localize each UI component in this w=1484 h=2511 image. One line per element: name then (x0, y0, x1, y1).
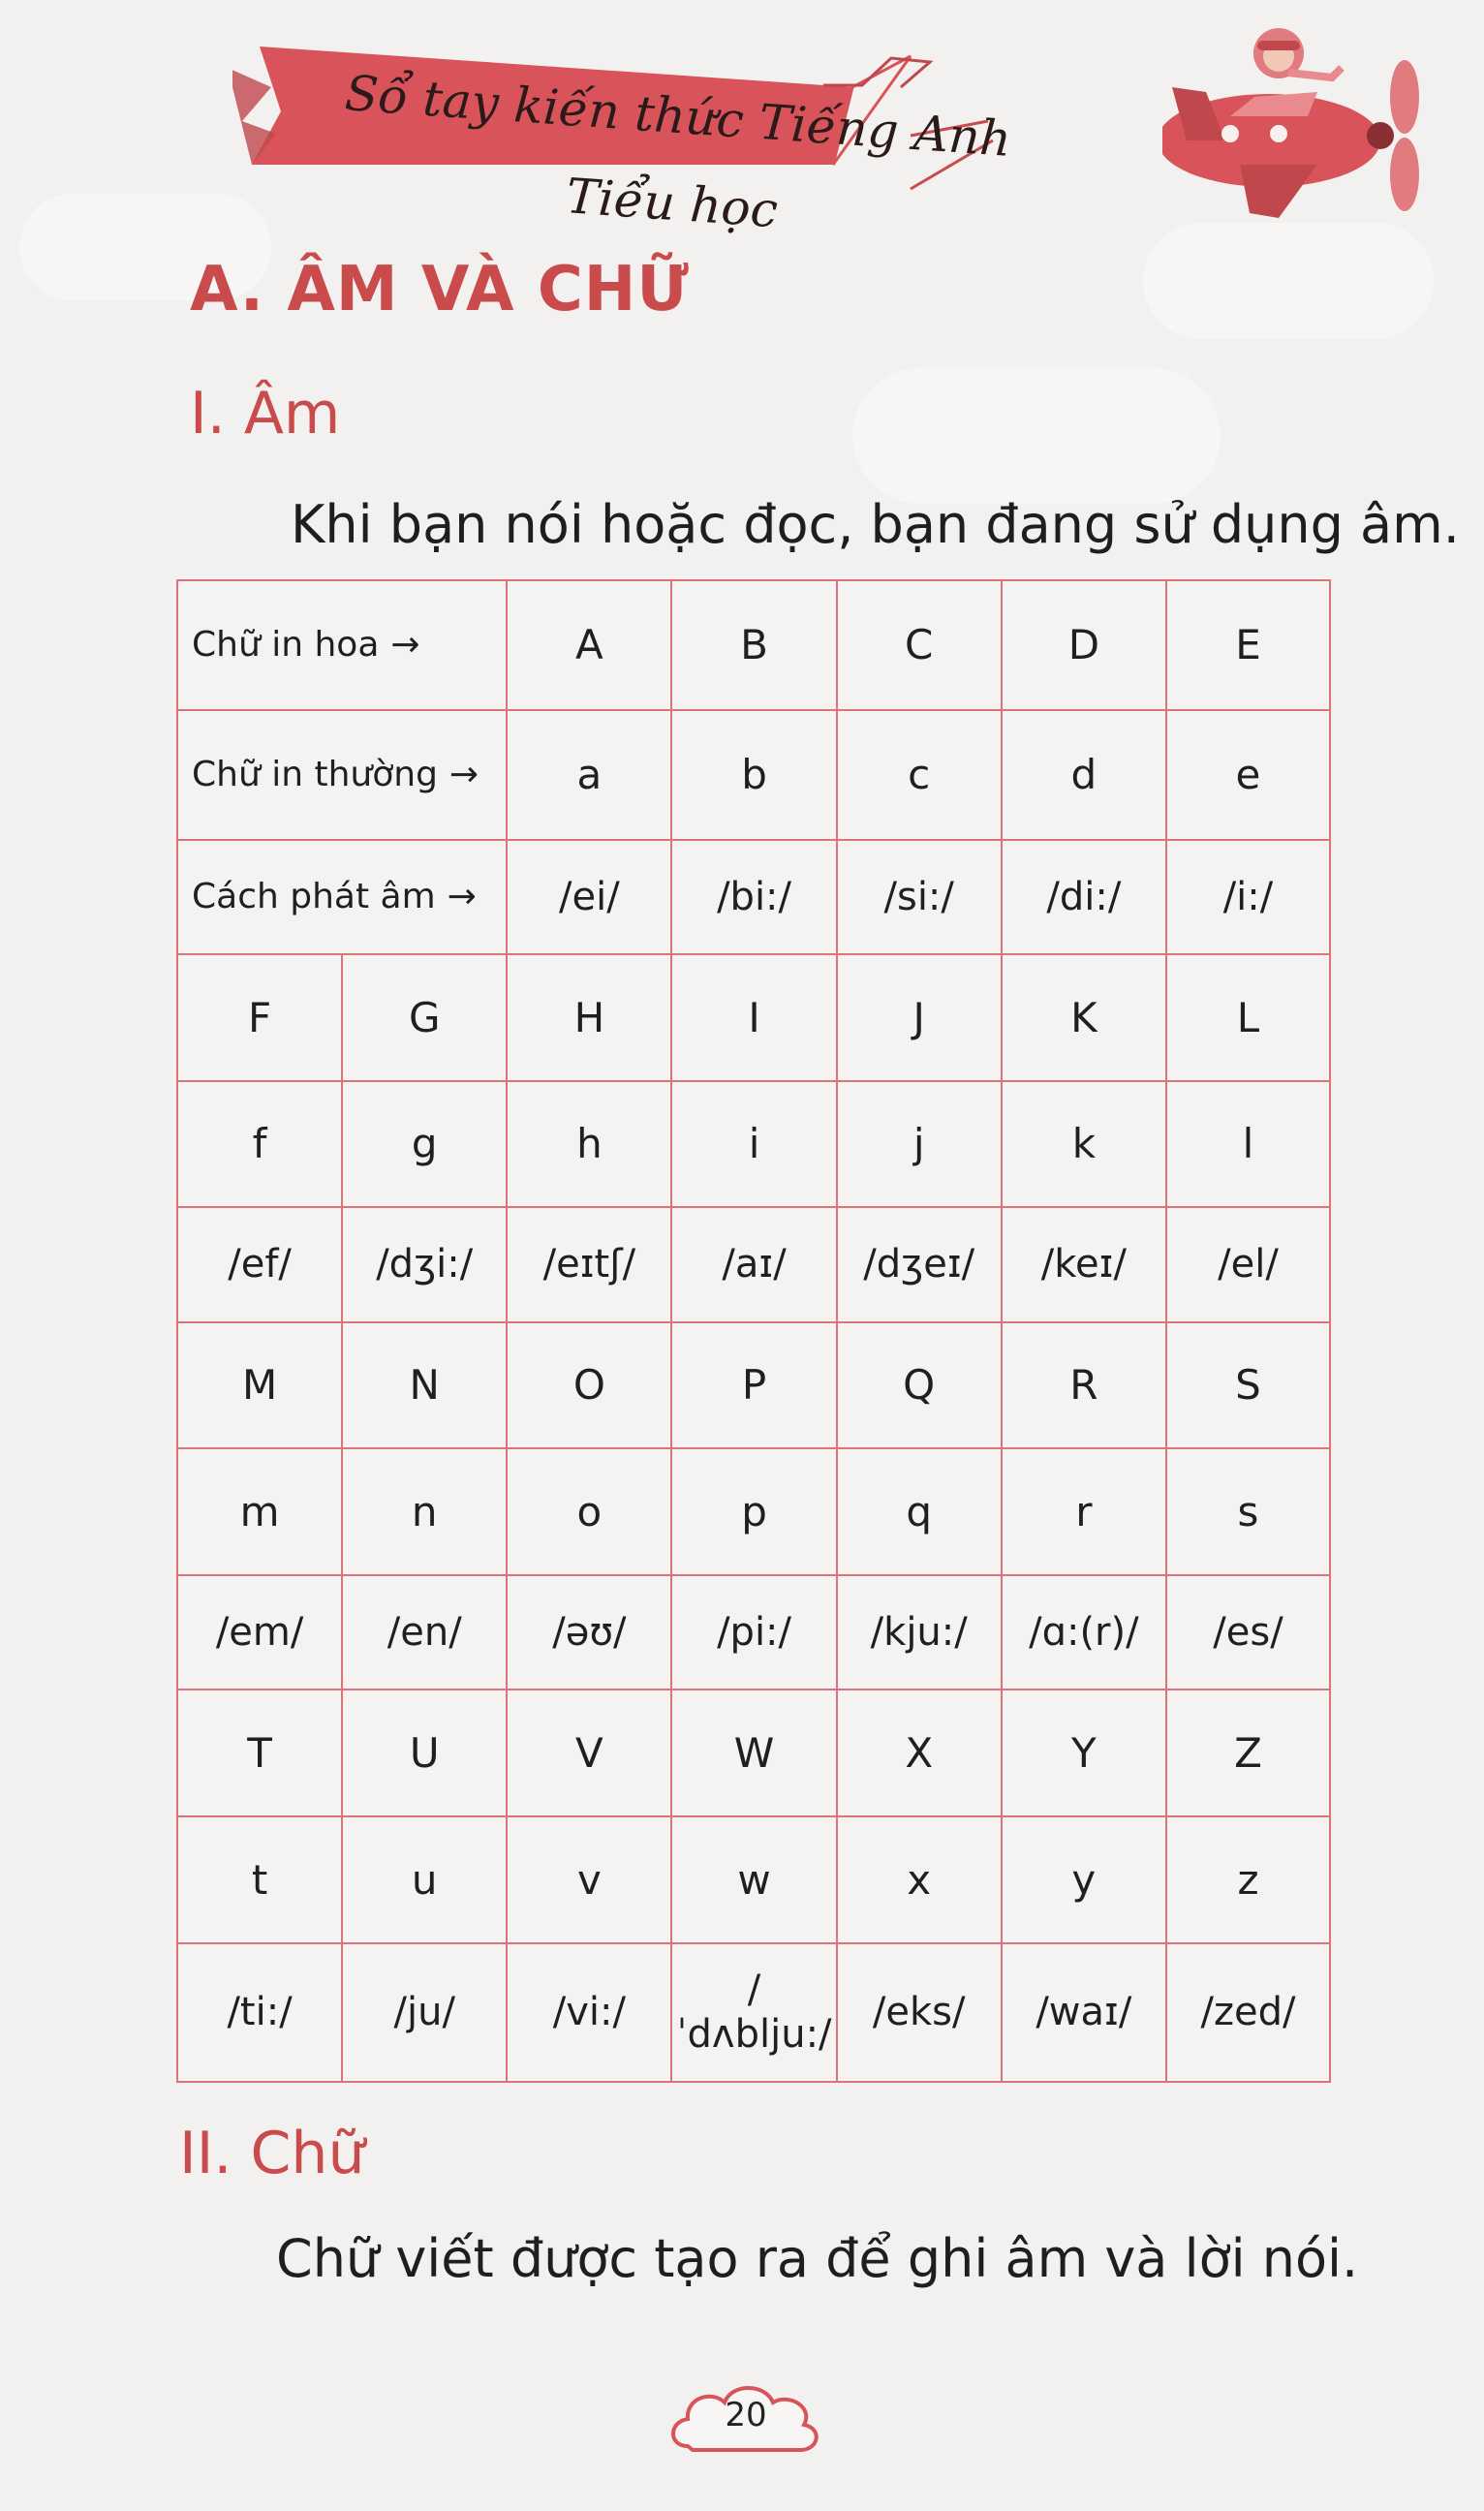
table-cell: k (1002, 1081, 1166, 1208)
table-cell: L (1166, 954, 1330, 1081)
table-cell: /əʊ/ (507, 1575, 671, 1690)
table-row (177, 1690, 1330, 1816)
table-row (177, 1943, 1330, 2082)
table-cell: m (177, 1448, 342, 1575)
row-header-lowercase (177, 710, 507, 840)
table-cell: q (837, 1448, 1002, 1575)
table-cell: y (1002, 1816, 1166, 1943)
table-cell: G (342, 954, 507, 1081)
table-cell: t (177, 1816, 342, 1943)
table-cell: /aɪ/ (671, 1207, 836, 1321)
table-cell: /ɑ:(r)/ (1002, 1575, 1166, 1690)
table-cell: i (671, 1081, 836, 1208)
table-cell: J (837, 954, 1002, 1081)
table-cell: /pi:/ (671, 1575, 836, 1690)
table-cell: B (671, 580, 836, 710)
table-cell: K (1002, 954, 1166, 1081)
table-cell: V (507, 1690, 671, 1816)
part2-title: II. Chữ (179, 2120, 365, 2187)
table-cell: N (342, 1322, 507, 1449)
table-cell: /zed/ (1166, 1943, 1330, 2082)
table-row (177, 1575, 1330, 1690)
part2-text: Chữ viết được tạo ra để ghi âm và lời nói. (276, 2228, 1359, 2289)
table-cell: Z (1166, 1690, 1330, 1816)
table-cell: R (1002, 1322, 1166, 1449)
table-cell: W (671, 1690, 836, 1816)
table-row (177, 1081, 1330, 1208)
table-cell: C (837, 580, 1002, 710)
table-cell: n (342, 1448, 507, 1575)
table-cell: e (1166, 710, 1330, 840)
table-cell: /keɪ/ (1002, 1207, 1166, 1321)
table-cell: /i:/ (1166, 840, 1330, 954)
table-row (177, 954, 1330, 1081)
table-cell: f (177, 1081, 342, 1208)
table-cell: E (1166, 580, 1330, 710)
table-cell: u (342, 1816, 507, 1943)
table-cell: Y (1002, 1690, 1166, 1816)
table-cell: a (507, 710, 671, 840)
table-cell: z (1166, 1816, 1330, 1943)
table-cell: o (507, 1448, 671, 1575)
row-header-label: Chữ in hoa (192, 625, 380, 666)
table-cell: X (837, 1690, 1002, 1816)
table-row (177, 1322, 1330, 1449)
table-cell: x (837, 1816, 1002, 1943)
section-title: A. ÂM VÀ CHỮ (190, 254, 690, 326)
table-cell: c (837, 710, 1002, 840)
table-cell: s (1166, 1448, 1330, 1575)
table-row (177, 840, 1330, 954)
table-cell: /vi:/ (507, 1943, 671, 2082)
table-cell: v (507, 1816, 671, 1943)
table-cell: U (342, 1690, 507, 1816)
table-cell: /bi:/ (671, 840, 836, 954)
table-cell: w (671, 1816, 836, 1943)
table-cell: I (671, 954, 836, 1081)
arrow-right-icon: → (390, 625, 420, 666)
table-cell: d (1002, 710, 1166, 840)
table-cell: /di:/ (1002, 840, 1166, 954)
arrow-right-icon: → (447, 877, 477, 917)
table-cell: S (1166, 1322, 1330, 1449)
table-cell: /kju:/ (837, 1575, 1002, 1690)
part1-title: I. Âm (190, 380, 341, 448)
row-header-label: Cách phát âm (192, 877, 436, 917)
table-cell: H (507, 954, 671, 1081)
table-cell: T (177, 1690, 342, 1816)
table-row (177, 1207, 1330, 1321)
alphabet-table (176, 579, 1331, 2083)
background-cloud (852, 368, 1221, 504)
table-cell: F (177, 954, 342, 1081)
table-cell: g (342, 1081, 507, 1208)
table-cell: /ef/ (177, 1207, 342, 1321)
row-header-pronunciation (177, 840, 507, 954)
table-cell: P (671, 1322, 836, 1449)
table-cell: /eks/ (837, 1943, 1002, 2082)
row-header-label: Chữ in thường (192, 755, 438, 795)
table-cell: /dʒeɪ/ (837, 1207, 1002, 1321)
airplane-icon (1162, 19, 1453, 232)
row-header-uppercase (177, 580, 507, 710)
table-cell: M (177, 1322, 342, 1449)
header-banner (232, 19, 1240, 239)
table-cell: /ju/ (342, 1943, 507, 2082)
table-row (177, 580, 1330, 710)
table-cell: h (507, 1081, 671, 1208)
table-cell: Q (837, 1322, 1002, 1449)
table-cell: /ˈdʌblju:/ (671, 1943, 836, 2082)
table-cell: O (507, 1322, 671, 1449)
table-cell: b (671, 710, 836, 840)
part1-text: Khi bạn nói hoặc đọc, bạn đang sử dụng âm. (291, 494, 1460, 555)
page-number: 20 (725, 2396, 767, 2434)
table-cell: /si:/ (837, 840, 1002, 954)
banner-title: Sổ tay kiến thức Tiếng Anh Tiểu học (343, 65, 1013, 239)
table-cell: /em/ (177, 1575, 342, 1690)
table-cell: A (507, 580, 671, 710)
table-cell: r (1002, 1448, 1166, 1575)
table-cell: D (1002, 580, 1166, 710)
table-row (177, 710, 1330, 840)
table-row (177, 1816, 1330, 1943)
table-cell: /waɪ/ (1002, 1943, 1166, 2082)
table-cell: /ei/ (507, 840, 671, 954)
page-number-badge (668, 2369, 823, 2465)
table-row (177, 1448, 1330, 1575)
table-cell: /dʒi:/ (342, 1207, 507, 1321)
arrow-right-icon: → (448, 755, 479, 795)
table-cell: /es/ (1166, 1575, 1330, 1690)
table-cell: /en/ (342, 1575, 507, 1690)
background-cloud (1143, 223, 1434, 339)
table-cell: /eɪtʃ/ (507, 1207, 671, 1321)
table-cell: l (1166, 1081, 1330, 1208)
table-cell: j (837, 1081, 1002, 1208)
table-cell: /el/ (1166, 1207, 1330, 1321)
table-cell: p (671, 1448, 836, 1575)
table-cell: /ti:/ (177, 1943, 342, 2082)
